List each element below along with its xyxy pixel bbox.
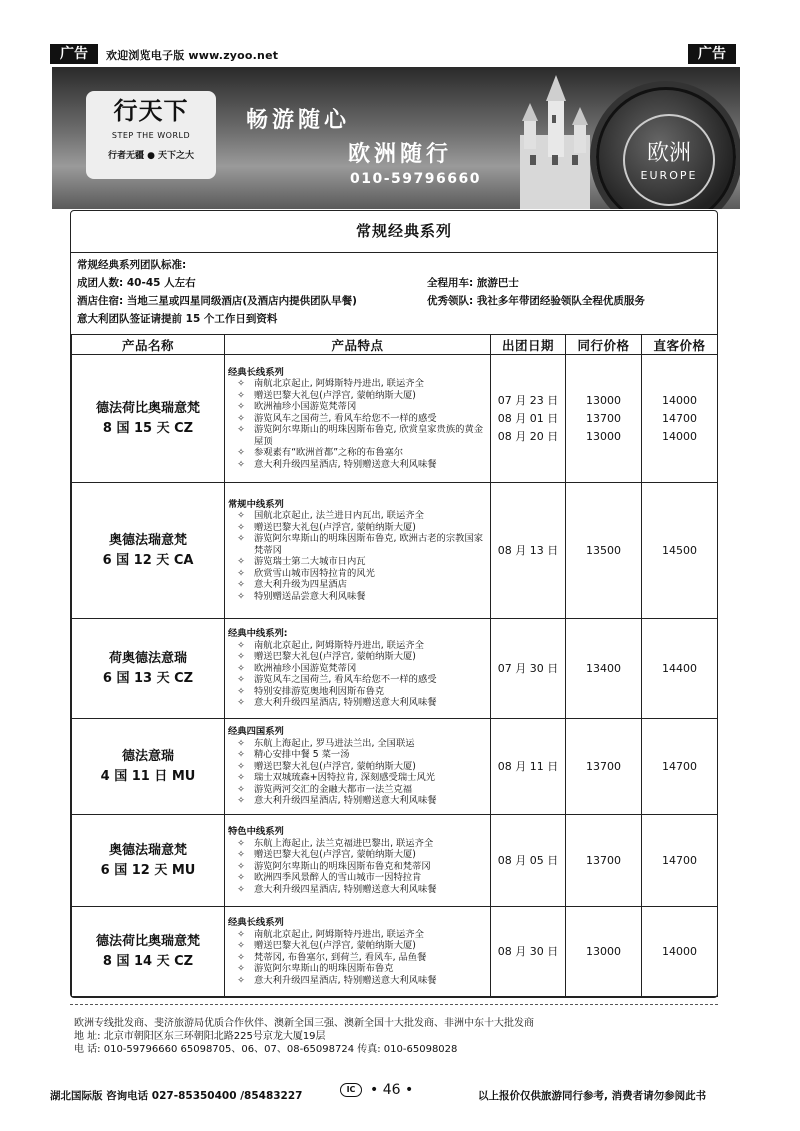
diamond-bullet-icon: ✧ xyxy=(237,795,245,807)
diamond-bullet-icon: ✧ xyxy=(237,760,245,772)
col-header-peer-price: 同行价格 xyxy=(566,335,642,355)
tour-panel xyxy=(70,210,718,998)
diamond-bullet-icon: ✧ xyxy=(237,951,245,963)
standards-heading: 常规经典系列团队标准: xyxy=(77,259,187,271)
departure-date: 07 月 23 日 xyxy=(497,393,559,407)
feature-item xyxy=(228,651,487,663)
castle-icon xyxy=(500,75,610,209)
departure-date: 07 月 30 日 xyxy=(497,661,559,675)
series-label: 常规中线系列 xyxy=(228,498,284,510)
peer-price: 13700 xyxy=(586,411,621,425)
feature-item xyxy=(228,975,487,987)
feature-item xyxy=(228,522,487,534)
product-name: 德法荷比奥瑞意梵 xyxy=(95,933,200,949)
feature-item xyxy=(228,663,487,675)
feature-item xyxy=(228,749,487,761)
feature-text: 欣赏雪山城市因特拉肯的风光 xyxy=(254,567,375,579)
peer-price: 13400 xyxy=(586,661,621,675)
ad-label-right: 广告 xyxy=(688,44,736,64)
table-row xyxy=(72,907,718,997)
peer-price: 13700 xyxy=(586,759,621,773)
departure-date: 08 月 01 日 xyxy=(497,411,559,425)
feature-text: 东航上海起止, 罗马进法兰出, 全国联运 xyxy=(254,737,415,749)
product-name: 德法荷比奥瑞意梵 xyxy=(95,400,200,416)
banner xyxy=(52,67,740,209)
feature-text: 欧洲袖珍小国游览梵蒂冈 xyxy=(254,662,357,674)
diamond-bullet-icon: ✧ xyxy=(237,860,245,872)
peer-price: 13000 xyxy=(586,944,621,958)
feature-text: 赠送巴黎大礼包(卢浮宫, 蒙帕纳斯大厦) xyxy=(254,651,416,663)
logo-motto: 行者无疆 ● 天下之大 xyxy=(107,151,195,161)
feature-item xyxy=(228,378,487,390)
product-code: 8 国 14 天 CZ xyxy=(102,953,194,969)
diamond-bullet-icon: ✧ xyxy=(237,424,245,436)
logo-card xyxy=(86,91,216,179)
feature-item xyxy=(228,784,487,796)
direct-price: 14700 xyxy=(662,411,697,425)
company-credentials: 欧洲专线批发商、斐济旅游局优质合作伙伴、澳新全国三强、澳新全国十大批发商、非洲中东十大批发商 xyxy=(74,1018,534,1029)
product-features-cell xyxy=(225,619,491,719)
col-header-direct-price: 直客价格 xyxy=(642,335,718,355)
feature-text: 意大利升级四星酒店, 特别赠送意大利风味餐 xyxy=(254,795,437,807)
feature-text: 南航北京起止, 阿姆斯特丹进出, 联运齐全 xyxy=(254,639,424,651)
series-label: 经典长线系列 xyxy=(228,366,284,378)
departure-date-cell xyxy=(491,483,566,619)
feature-text: 赠送巴黎大礼包(卢浮宫, 蒙帕纳斯大厦) xyxy=(254,389,416,401)
feature-item xyxy=(228,872,487,884)
product-code: 4 国 11 日 MU xyxy=(100,768,196,784)
logo-text: 行天下 xyxy=(113,96,189,125)
product-name: 奥德法瑞意梵 xyxy=(108,842,187,858)
departure-date-cell xyxy=(491,355,566,483)
product-name: 德法意瑞 xyxy=(121,748,174,764)
series-label: 特色中线系列 xyxy=(228,826,284,837)
feature-item xyxy=(228,447,487,459)
tour-table-body xyxy=(72,355,718,997)
feature-text: 意大利升级四星酒店, 特别赠送意大利风味餐 xyxy=(254,458,437,470)
product-features-cell xyxy=(225,815,491,907)
feature-text: 瑞士双城琉森+因特拉肯, 深刻感受瑞士风光 xyxy=(254,772,436,784)
product-name-cell xyxy=(72,483,225,619)
panel-title: 常规经典系列 xyxy=(71,211,717,253)
direct-price-cell xyxy=(642,719,718,815)
product-features-cell xyxy=(225,483,491,619)
table-row xyxy=(72,815,718,907)
direct-price: 14000 xyxy=(662,393,697,407)
diamond-bullet-icon: ✧ xyxy=(237,389,245,401)
feature-text: 特别赠送品尝意大利风味餐 xyxy=(254,590,366,602)
product-name: 奥德法瑞意梵 xyxy=(108,532,187,548)
departure-date-cell xyxy=(491,815,566,907)
feature-text: 赠送巴黎大礼包(卢浮宫, 蒙帕纳斯大厦) xyxy=(254,760,416,772)
feature-item xyxy=(228,579,487,591)
feature-text: 游览瑞士第二大城市日内瓦 xyxy=(254,556,366,568)
ad-label-left: 广告 xyxy=(50,44,98,64)
ic-badge-icon: IC xyxy=(340,1083,362,1097)
direct-price: 14000 xyxy=(662,944,697,958)
feature-text: 游览阿尔卑斯山的明珠因斯布鲁克, 欣赏皇家贵族的黄金屋顶 xyxy=(254,424,484,447)
feature-text: 赠送巴黎大礼包(卢浮宫, 蒙帕纳斯大厦) xyxy=(254,849,416,860)
feature-item xyxy=(228,952,487,964)
diamond-bullet-icon: ✧ xyxy=(237,521,245,533)
table-row xyxy=(72,355,718,483)
feature-item xyxy=(228,772,487,784)
page-number: • 46 • xyxy=(370,1082,414,1098)
feature-item xyxy=(228,390,487,402)
diamond-bullet-icon: ✧ xyxy=(237,783,245,795)
feature-item xyxy=(228,413,487,425)
departure-date: 08 月 13 日 xyxy=(497,543,559,557)
product-features-cell xyxy=(225,355,491,483)
diamond-bullet-icon: ✧ xyxy=(237,974,245,986)
diamond-bullet-icon: ✧ xyxy=(237,662,245,674)
diamond-bullet-icon: ✧ xyxy=(237,928,245,940)
feature-item xyxy=(228,940,487,952)
direct-price: 14500 xyxy=(662,543,697,557)
company-phone: 电 话: 010-59796660 65098705、06、07、08-65098724 传真: 010-65098028 xyxy=(74,1044,458,1055)
group-size: 成团人数: 40-45 人左右 xyxy=(77,277,196,289)
diamond-bullet-icon: ✧ xyxy=(237,639,245,651)
peer-price: 13500 xyxy=(586,543,621,557)
seal-cn: 欧洲 xyxy=(646,141,691,166)
tour-leader: 优秀领队: 我社多年带团经验领队全程优质服务 xyxy=(427,295,645,307)
feature-item xyxy=(228,795,487,807)
slogan-line-1: 畅游随心 xyxy=(246,107,351,133)
logo-subtitle: STEP THE WORLD xyxy=(111,131,191,140)
table-row xyxy=(72,619,718,719)
feature-text: 游览两河交汇的金融大都市一法兰克福 xyxy=(254,783,413,795)
feature-item xyxy=(228,861,487,873)
peer-price: 13700 xyxy=(586,853,621,867)
departure-date: 08 月 20 日 xyxy=(497,429,559,443)
product-features-cell xyxy=(225,907,491,997)
feature-item xyxy=(228,459,487,471)
product-name-cell xyxy=(72,815,225,907)
feature-text: 游览阿尔卑斯山的明珠因斯布鲁克和梵蒂冈 xyxy=(254,860,431,872)
feature-text: 意大利升级四星酒店, 特别赠送意大利风味餐 xyxy=(254,974,437,986)
feature-text: 意大利升级四星酒店, 特别赠送意大利风味餐 xyxy=(254,883,437,895)
diamond-bullet-icon: ✧ xyxy=(237,883,245,895)
diamond-bullet-icon: ✧ xyxy=(237,567,245,579)
feature-text: 东航上海起止, 法兰克福进巴黎出, 联运齐全 xyxy=(254,837,434,849)
company-address: 地 址: 北京市朝阳区东三环朝阳北路225号京龙大厦19层 xyxy=(74,1031,326,1042)
diamond-bullet-icon: ✧ xyxy=(237,412,245,424)
departure-date: 08 月 30 日 xyxy=(497,944,559,958)
diamond-bullet-icon: ✧ xyxy=(237,651,245,663)
peer-price-cell xyxy=(566,355,642,483)
feature-text: 游览阿尔卑斯山的明珠因斯布鲁克 xyxy=(254,963,394,974)
peer-price-cell xyxy=(566,483,642,619)
product-name-cell xyxy=(72,719,225,815)
feature-item xyxy=(228,963,487,975)
product-features-cell xyxy=(225,719,491,815)
feature-item xyxy=(228,697,487,709)
product-name: 荷奥德法意瑞 xyxy=(108,650,187,666)
feature-item xyxy=(228,640,487,652)
direct-price: 14700 xyxy=(662,759,697,773)
diamond-bullet-icon: ✧ xyxy=(237,510,245,522)
price-disclaimer: 以上报价仅供旅游同行参考, 消费者请勿参阅此书 xyxy=(478,1090,707,1102)
feature-item xyxy=(228,401,487,413)
peer-price-cell xyxy=(566,815,642,907)
feature-text: 南航北京起止, 阿姆斯特丹进出, 联运齐全 xyxy=(254,378,424,390)
diamond-bullet-icon: ✧ xyxy=(237,674,245,686)
direct-price: 14000 xyxy=(662,429,697,443)
europe-seal xyxy=(596,87,736,209)
vehicle: 全程用车: 旅游巴士 xyxy=(427,277,519,289)
diamond-bullet-icon: ✧ xyxy=(237,685,245,697)
col-header-dates: 出团日期 xyxy=(491,335,566,355)
peer-price-cell xyxy=(566,907,642,997)
page-number-block xyxy=(340,1082,413,1098)
diamond-bullet-icon: ✧ xyxy=(237,697,245,709)
feature-text: 意大利升级为四星酒店 xyxy=(254,579,347,591)
product-name-cell xyxy=(72,355,225,483)
feature-text: 意大利升级四星酒店, 特别赠送意大利风味餐 xyxy=(254,697,437,709)
diamond-bullet-icon: ✧ xyxy=(237,590,245,602)
table-header-row xyxy=(72,335,718,355)
direct-price-cell xyxy=(642,907,718,997)
feature-item xyxy=(228,556,487,568)
edition-contact: 湖北国际版 咨询电话 027-85350400 /85483227 xyxy=(50,1090,303,1102)
series-label: 经典四国系列 xyxy=(228,726,284,738)
feature-item xyxy=(228,761,487,773)
diamond-bullet-icon: ✧ xyxy=(237,447,245,459)
tour-table xyxy=(71,334,718,997)
feature-text: 参观素有“欧洲首都”之称的布鲁塞尔 xyxy=(254,447,404,459)
direct-price-cell xyxy=(642,355,718,483)
feature-text: 国航北京起止, 法兰进日内瓦出, 联运齐全 xyxy=(254,510,424,522)
visa-note: 意大利团队签证请提前 15 个工作日到资料 xyxy=(77,313,278,325)
diamond-bullet-icon: ✧ xyxy=(237,533,245,545)
feature-item xyxy=(228,533,487,556)
series-label: 经典中线系列: xyxy=(228,628,288,640)
departure-date: 08 月 11 日 xyxy=(497,759,559,773)
peer-price: 13000 xyxy=(586,429,621,443)
departure-date-cell xyxy=(491,907,566,997)
diamond-bullet-icon: ✧ xyxy=(237,378,245,390)
seal-ring xyxy=(623,114,715,206)
feature-item xyxy=(228,510,487,522)
departure-date-cell xyxy=(491,619,566,719)
feature-text: 欧洲袖珍小国游览梵蒂冈 xyxy=(254,401,357,413)
table-row xyxy=(72,483,718,619)
table-row xyxy=(72,719,718,815)
feature-item xyxy=(228,849,487,861)
site-line: 欢迎浏览电子版 www.zyoo.net xyxy=(106,49,279,62)
feature-text: 特别安排游览奥地利因斯布鲁克 xyxy=(254,685,385,697)
feature-text: 赠送巴黎大礼包(卢浮宫, 蒙帕纳斯大厦) xyxy=(254,521,416,533)
feature-item xyxy=(228,738,487,750)
col-header-features: 产品特点 xyxy=(225,335,491,355)
feature-item xyxy=(228,884,487,896)
feature-item xyxy=(228,929,487,941)
product-name-cell xyxy=(72,619,225,719)
diamond-bullet-icon: ✧ xyxy=(237,872,245,883)
hotline-number: 010-59796660 xyxy=(350,171,481,187)
peer-price-cell xyxy=(566,719,642,815)
feature-item xyxy=(228,568,487,580)
departure-date-cell xyxy=(491,719,566,815)
feature-text: 精心安排中餐 5 菜一汤 xyxy=(254,749,350,761)
direct-price-cell xyxy=(642,815,718,907)
product-name-cell xyxy=(72,907,225,997)
diamond-bullet-icon: ✧ xyxy=(237,749,245,761)
product-code: 6 国 13 天 CZ xyxy=(102,670,194,686)
diamond-bullet-icon: ✧ xyxy=(237,401,245,413)
direct-price: 14400 xyxy=(662,661,697,675)
feature-item xyxy=(228,674,487,686)
hotel: 酒店住宿: 当地三星或四星同级酒店(及酒店内提供团队早餐) xyxy=(77,295,357,307)
diamond-bullet-icon: ✧ xyxy=(237,772,245,784)
departure-date: 08 月 05 日 xyxy=(497,853,559,867)
product-code: 6 国 12 天 CA xyxy=(102,552,194,568)
diamond-bullet-icon: ✧ xyxy=(237,737,245,749)
diamond-bullet-icon: ✧ xyxy=(237,849,245,860)
seal-en: EUROPE xyxy=(640,169,698,182)
peer-price: 13000 xyxy=(586,393,621,407)
feature-text: 游览风车之国荷兰, 看风车给您不一样的感受 xyxy=(254,412,437,424)
feature-item xyxy=(228,591,487,603)
feature-text: 欧洲四季风景醉人的雪山城市一因特拉肯 xyxy=(254,872,422,883)
company-info xyxy=(70,1004,718,1056)
direct-price-cell xyxy=(642,619,718,719)
feature-text: 游览阿尔卑斯山的明珠因斯布鲁克, 欧洲古老的宗教国家梵蒂冈 xyxy=(254,533,484,556)
group-standards xyxy=(71,253,717,328)
diamond-bullet-icon: ✧ xyxy=(237,556,245,568)
feature-text: 游览风车之国荷兰, 看风车给您不一样的感受 xyxy=(254,674,437,686)
diamond-bullet-icon: ✧ xyxy=(237,579,245,591)
diamond-bullet-icon: ✧ xyxy=(237,940,245,951)
direct-price-cell xyxy=(642,483,718,619)
feature-item xyxy=(228,838,487,850)
diamond-bullet-icon: ✧ xyxy=(237,837,245,849)
direct-price: 14700 xyxy=(662,853,697,867)
feature-text: 南航北京起止, 阿姆斯特丹进出, 联运齐全 xyxy=(254,928,424,940)
product-code: 8 国 15 天 CZ xyxy=(102,420,194,436)
series-label: 经典长线系列 xyxy=(228,917,284,928)
peer-price-cell xyxy=(566,619,642,719)
feature-item xyxy=(228,424,487,447)
product-code: 6 国 12 天 MU xyxy=(100,862,196,878)
feature-text: 梵蒂冈, 布鲁塞尔, 到荷兰, 看风车, 品鱼餐 xyxy=(254,951,427,963)
diamond-bullet-icon: ✧ xyxy=(237,458,245,470)
feature-text: 赠送巴黎大礼包(卢浮宫, 蒙帕纳斯大厦) xyxy=(254,940,416,951)
diamond-bullet-icon: ✧ xyxy=(237,963,245,974)
col-header-name: 产品名称 xyxy=(72,335,225,355)
slogan-line-2: 欧洲随行 xyxy=(348,141,453,167)
feature-item xyxy=(228,686,487,698)
